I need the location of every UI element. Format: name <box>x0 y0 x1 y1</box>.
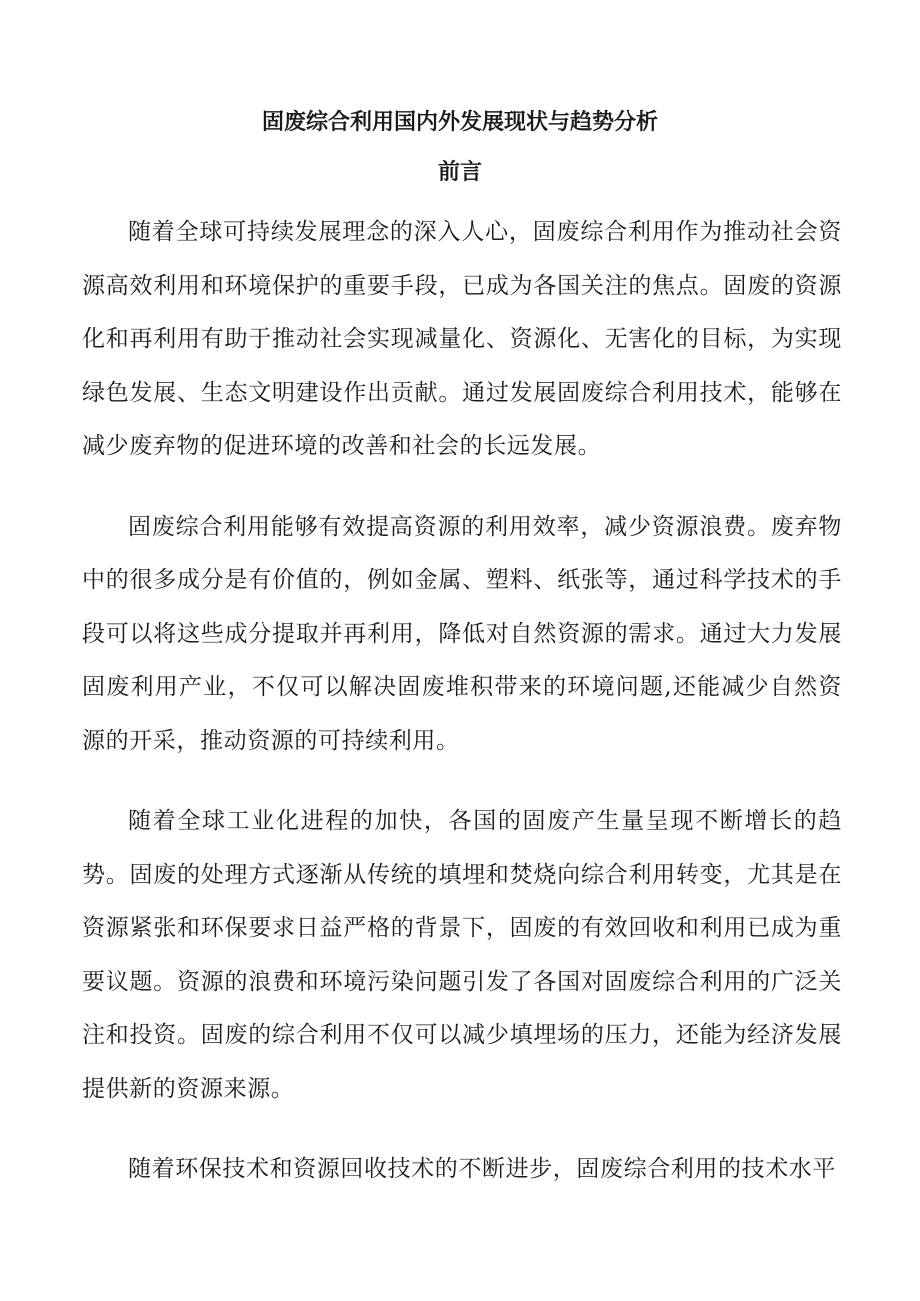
paragraph: 随着全球工业化进程的加快，各国的固废产生量呈现不断增长的趋势。固废的处理方式逐渐从传统的填埋和焚烧向综合利用转变，尤其是在资源紧张和环保要求日益严格的背景下，固废的有效回收和利用已成为重要议题。资源的浪费和环境污染问题引发了各国对固废综合利用的广泛关注和投资。固废的综合利用不仅可以减少填埋场的压力，还能为经济发展提供新的资源来源。 <box>82 808 842 1102</box>
paragraph: 随着环保技术和资源回收技术的不断进步，固废综合利用的技术水平 <box>128 1156 836 1182</box>
body-text <box>82 206 842 1224</box>
section-heading: 前言 <box>437 160 482 185</box>
paragraph: 固废综合利用能够有效提高资源的利用效率，减少资源浪费。废弃物中的很多成分是有价值的，例如金属、塑料、纸张等，通过科学技术的手段可以将这些成分提取并再利用，降低对自然资源的需求。通过大力发展固废利用产业，不仅可以解决固废堆积带来的环境问题,还能减少自然资源的开采，推动资源的可持续利用。 <box>82 513 842 754</box>
document-title: 固废综合利用国内外发展现状与趋势分析 <box>261 110 658 135</box>
paragraph: 随着全球可持续发展理念的深入人心，固废综合利用作为推动社会资源高效利用和环境保护的重要手段，已成为各国关注的焦点。固废的资源化和再利用有助于推动社会实现减量化、资源化、无害化的目标，为实现绿色发展、生态文明建设作出贡献。通过发展固废综合利用技术，能够在减少废弃物的促进环境的改善和社会的长远发展。 <box>82 219 842 459</box>
